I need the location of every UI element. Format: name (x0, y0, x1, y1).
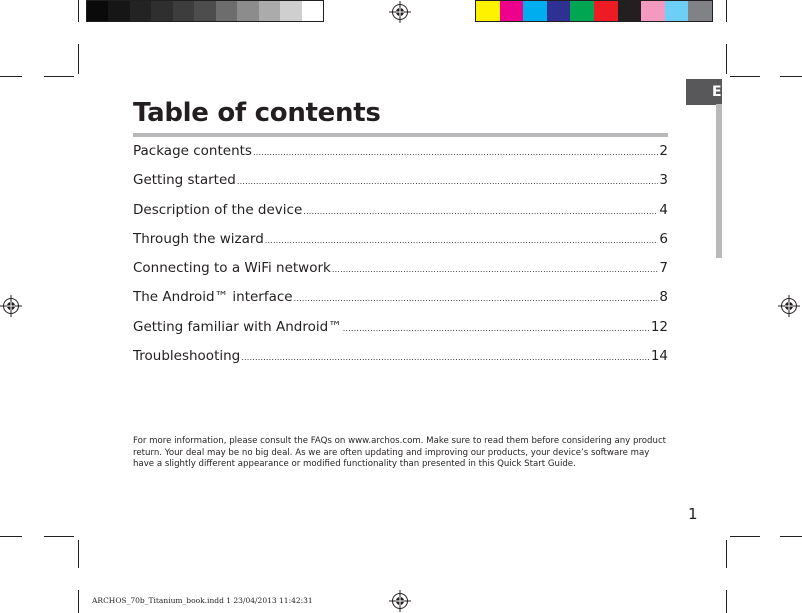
color-swatch (594, 1, 618, 21)
crop-mark (0, 76, 22, 77)
color-swatch (570, 1, 594, 21)
toc-entry[interactable] (133, 202, 668, 231)
color-swatch (108, 1, 129, 21)
toc-entry[interactable] (133, 289, 668, 318)
crop-mark (0, 536, 22, 537)
color-swatch (173, 1, 194, 21)
toc-entry-label: Getting started (133, 172, 236, 189)
color-swatch (476, 1, 500, 21)
toc-leader-dots (265, 236, 659, 245)
toc-leader-dots (253, 148, 658, 157)
print-slug: ARCHOS_70b_Titanium_book.indd 1 23/04/2013 11:42:31 (92, 596, 313, 605)
title-rule (133, 133, 668, 137)
toc-entry[interactable] (133, 260, 668, 289)
toc-entry-page: 2 (659, 143, 668, 159)
toc-leader-dots (303, 207, 658, 216)
color-swatch (151, 1, 172, 21)
color-swatch (259, 1, 280, 21)
toc-entry-page: 4 (659, 201, 668, 218)
toc-entry-page: 8 (659, 289, 668, 306)
toc-entry-label: Getting familiar with Android™ (133, 318, 342, 335)
color-swatch (547, 1, 571, 21)
color-bar (475, 0, 713, 22)
color-swatch (216, 1, 237, 21)
crop-mark (730, 536, 760, 537)
crop-mark (44, 76, 74, 77)
toc-entry-page: 7 (659, 260, 668, 277)
toc-entry-page: 12 (650, 318, 668, 335)
crop-mark (780, 76, 802, 77)
language-tab: E (686, 79, 722, 105)
toc-entry[interactable] (133, 143, 668, 172)
color-swatch (641, 1, 665, 21)
color-swatch (237, 1, 258, 21)
toc-entry-page: 6 (659, 230, 668, 247)
color-swatch (280, 1, 301, 21)
crop-mark (726, 540, 727, 568)
color-swatch (130, 1, 151, 21)
toc-entry-label: The Android™ interface (133, 289, 293, 306)
toc-entry[interactable] (133, 348, 668, 377)
crop-mark (726, 590, 727, 613)
grayscale-bar (86, 0, 324, 22)
registration-mark-icon (389, 1, 411, 23)
toc-leader-dots (237, 177, 659, 186)
crop-mark (44, 536, 74, 537)
toc-entry[interactable] (133, 231, 668, 260)
color-swatch (688, 1, 712, 21)
crop-mark (726, 0, 727, 22)
color-swatch (500, 1, 524, 21)
color-swatch (194, 1, 215, 21)
toc-entry[interactable] (133, 319, 668, 348)
crop-mark (730, 76, 760, 77)
color-swatch (618, 1, 642, 21)
registration-mark-icon (389, 590, 411, 612)
crop-mark (780, 536, 802, 537)
toc-entry-label: Description of the device (133, 201, 303, 218)
footnote-text: For more information, please consult the FAQs on www.archos.com. Make sure to read them before considering any product return. Your deal may be no big deal. As we are often updating and improving our products, your device’s software may have a slightly different appearance or modified functionality than presented in this Quick Start Guide. (133, 436, 667, 469)
registration-mark-icon (0, 295, 22, 317)
crop-mark (78, 0, 79, 22)
page-number: 1 (688, 505, 698, 523)
color-swatch (302, 1, 323, 21)
toc-entry-label: Package contents (133, 143, 252, 159)
color-swatch (665, 1, 689, 21)
toc-leader-dots (343, 324, 650, 333)
toc-entry-label: Troubleshooting (133, 348, 241, 365)
registration-mark-icon (778, 295, 800, 317)
color-swatch (523, 1, 547, 21)
crop-mark (78, 590, 79, 613)
toc-entry-page: 14 (650, 348, 668, 365)
toc-leader-dots (241, 353, 650, 362)
toc-entry-label: Through the wizard (133, 230, 264, 247)
color-swatch (87, 1, 108, 21)
toc-entry-label: Connecting to a WiFi network (133, 260, 331, 277)
side-strip (716, 104, 722, 258)
page-title: Table of contents (133, 98, 381, 128)
crop-mark (78, 540, 79, 568)
toc-leader-dots (294, 294, 659, 303)
toc-entry-page: 3 (659, 172, 668, 189)
toc-leader-dots (332, 265, 659, 274)
crop-mark (78, 44, 79, 74)
crop-mark (726, 44, 727, 74)
toc-list (133, 143, 668, 377)
toc-entry[interactable] (133, 172, 668, 201)
